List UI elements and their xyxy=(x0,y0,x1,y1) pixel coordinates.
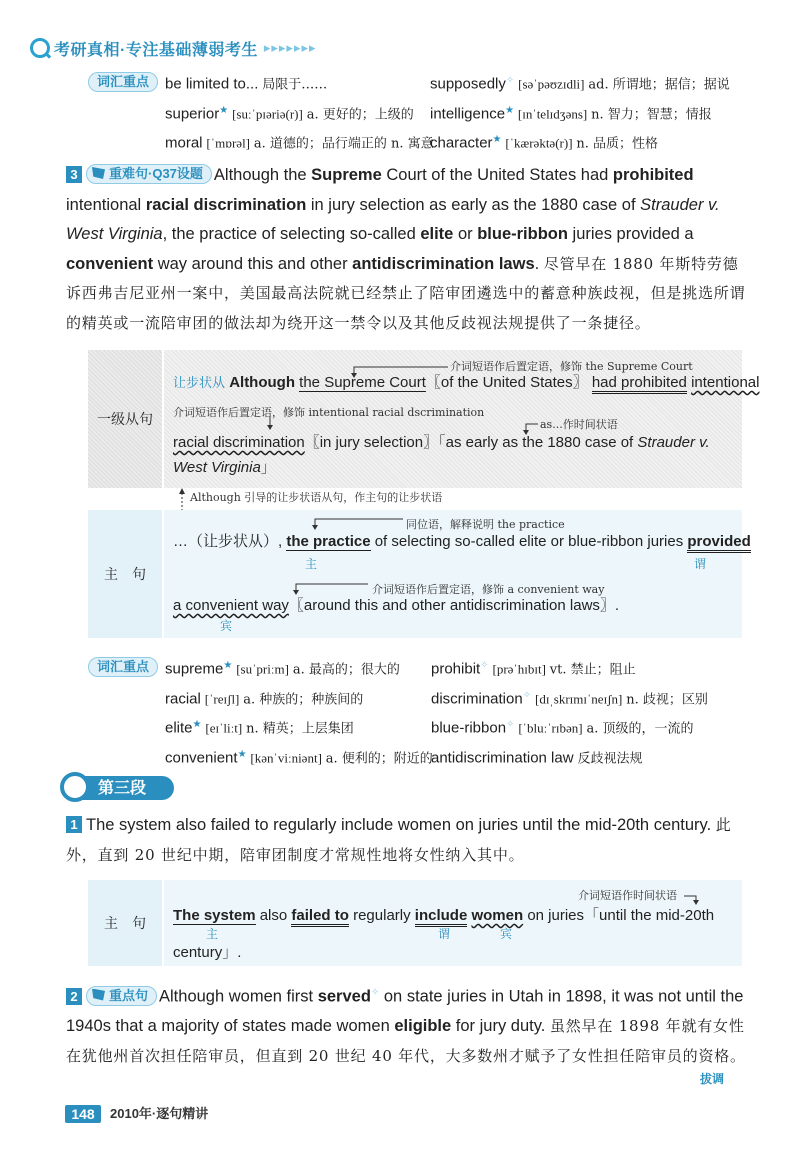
footer-title: 2010年·逐句精讲 xyxy=(110,1106,209,1121)
vocab-item: racial [ˈreɪʃl] a. 种族的；种族间的 xyxy=(165,690,364,708)
role-object: 宾 xyxy=(220,619,233,633)
sentence-number: 3 xyxy=(66,166,82,183)
sentence-number: 1 xyxy=(66,816,82,833)
clause-line-3: West Virginia」 xyxy=(173,459,276,476)
note-way: 介词短语作后置定语，修饰 a convenient way xyxy=(372,583,605,596)
vocab-item: supposedly✧ [səˈpəʊzɪdli] ad. 所谓地；据信；据说 xyxy=(430,75,730,93)
vocab-item: intelligence★ [ɪnˈtelɪdʒəns] n. 智力；智慧；情报 xyxy=(430,104,712,123)
arrow-appos xyxy=(305,515,405,531)
main-line-1: …（让步状从）, the practice of selecting so-called elite or blue-ribbon juries provided xyxy=(173,530,751,551)
vocab-item: antidiscrimination law 反歧视法规 xyxy=(431,749,643,767)
vocab-list-1-left xyxy=(165,68,434,157)
sentence-3: 3 重难句·Q37设题 Although the Supreme Court of the United States had prohibited intentional racial discrimination in jury selection as early as the 1880 case of Strauder v. West Virginia, the practice of selecting so-called elite or blue-ribbon juries provided a convenient way around this and other antidiscrimination laws. 尽管早在 1880 年斯特劳德诉西弗吉尼亚州一案中，美国最高法院就已经禁止了陪审团遴选中的蓄意种族歧视，但是挑选所谓的精英或一流陪审团的做法却为绕开这一禁令以及其他反歧视法规提供了一条捷径。 xyxy=(66,166,746,332)
role-object-2: 宾 xyxy=(500,927,513,941)
vocab-item: discrimination✧ [dɪˌskrɪmɪˈneɪʃn] n. 歧视；区别 xyxy=(431,689,708,708)
role-predicate-2: 谓 xyxy=(438,927,451,941)
vocab-item: convenient★ [kənˈviːniənt] a. 便利的；附近的 xyxy=(165,748,433,767)
header-arrows: ▸▸▸▸▸▸▸ xyxy=(263,40,317,55)
vocab-tag-1: 词汇重点 xyxy=(88,72,158,92)
role-subject: 主 xyxy=(305,557,318,571)
vocab-item: superior★ [suːˈpɪəriə(r)] a. 更好的；上级的 xyxy=(165,104,414,123)
key-sentence-tag: 重点句 xyxy=(86,986,157,1006)
sentence-number: 2 xyxy=(66,988,82,1005)
vocab-item: prohibit✧ [prəˈhɪbɪt] vt. 禁止；阻止 xyxy=(431,660,636,678)
vocab-list-2-left xyxy=(165,653,433,772)
sentence-translation: 尽管早在 1880 年斯特劳德诉西弗吉尼亚州一案中，美国最高法院就已经禁止了陪审团遴选中的蓄意种族歧视，但是挑选所谓的精英或一流陪审团的做法却为绕开这一禁令以及其他反歧视法规提供了一条捷径。 xyxy=(66,254,746,332)
header-title: 考研真相·专注基础薄弱考生 xyxy=(54,41,258,59)
main-label-2: 主 句 xyxy=(104,916,146,932)
sentence-1: 1 The system also failed to regularly include women on juries until the mid-20th century. 此外，直到 20 世纪中期，陪审团制度才常规性地将女性纳入其中。 xyxy=(66,816,732,864)
vocab-item: moral [ˈmɒrəl] a. 道德的；品行端正的 n. 寓意 xyxy=(165,134,434,152)
vocab-item: be limited to... 局限于…… xyxy=(165,75,328,93)
analysis2-line-2: century」. xyxy=(173,944,242,961)
page-number: 148 xyxy=(65,1105,101,1123)
arrow-disc xyxy=(260,416,280,432)
note-time: as...作时间状语 xyxy=(540,418,618,431)
vocab-item: elite★ [eɪˈliːt] n. 精英；上层集团 xyxy=(165,719,354,737)
vocab-tag-2: 词汇重点 xyxy=(88,657,158,677)
vocab-item: supreme★ [suˈpriːm] a. 最高的；很大的 xyxy=(165,660,400,678)
clause-line-1: 让步状从 Although the Supreme Court〖of the United States〗 had prohibited intentional xyxy=(173,371,759,392)
sentence-translation: 此外，直到 20 世纪中期，陪审团制度才常规性地将女性纳入其中。 xyxy=(66,816,732,864)
note-appos: 同位语，解释说明 the practice xyxy=(406,518,565,531)
analysis2-line-1: The system also failed to regularly include women on juries「until the mid-20th xyxy=(173,904,714,925)
corner-mark: 拔调 xyxy=(700,1072,725,1086)
note-court: 介词短语作后置定语，修饰 the Supreme Court xyxy=(450,360,693,373)
vocab-list-2-right xyxy=(431,653,761,772)
main-label: 主 句 xyxy=(104,567,146,583)
role-subject-2: 主 xyxy=(206,927,219,941)
clause-label: 一级从句 xyxy=(97,412,153,428)
note-discrimination: 介词短语作后置定语，修饰 intentional racial dscrimination xyxy=(173,406,485,419)
section-magnifier-icon xyxy=(60,772,90,802)
role-predicate: 谓 xyxy=(694,557,707,571)
difficult-sentence-tag: 重难句·Q37设题 xyxy=(86,164,212,184)
main-line-2: a convenient way〖around this and other antidiscrimination laws〗. xyxy=(173,597,620,614)
vocab-item: character★ [ˈkærəktə(r)] n. 品质；性格 xyxy=(430,134,659,152)
sentence-translation: 虽然早在 1898 年就有女性在犹他州首次担任陪审员，但直到 20 世纪 40 年代，大多数州才赋予了女性担任陪审员的资格。 xyxy=(66,1017,746,1065)
sentence-2: 2 重点句 Although women first served✧ on state juries in Utah in 1898, it was not until the 1940s that a majority of states made women eligible for jury duty. 虽然早在 1898 年就有女性在犹他州首次担任陪审员，但直到 20 世纪 40 年代，大多数州才赋予了女性担任陪审员的资格。 xyxy=(66,987,746,1065)
section-heading: 第三段 xyxy=(98,778,147,797)
clause-line-2: racial discrimination〖in jury selection〗「as early as the 1880 case of Strauder v. xyxy=(173,434,710,451)
note-time-2: 介词短语作时间状语 xyxy=(578,889,677,902)
magnifier-logo-icon xyxy=(30,38,50,58)
vocab-list-1-right xyxy=(430,68,770,157)
page-header xyxy=(30,38,317,58)
note-although: Although 引导的让步状语从句，作主句的让步状语 xyxy=(190,491,443,504)
vocab-item: blue-ribbon✧ [ˈbluːˈrɪbən] a. 顶级的，一流的 xyxy=(431,719,694,737)
